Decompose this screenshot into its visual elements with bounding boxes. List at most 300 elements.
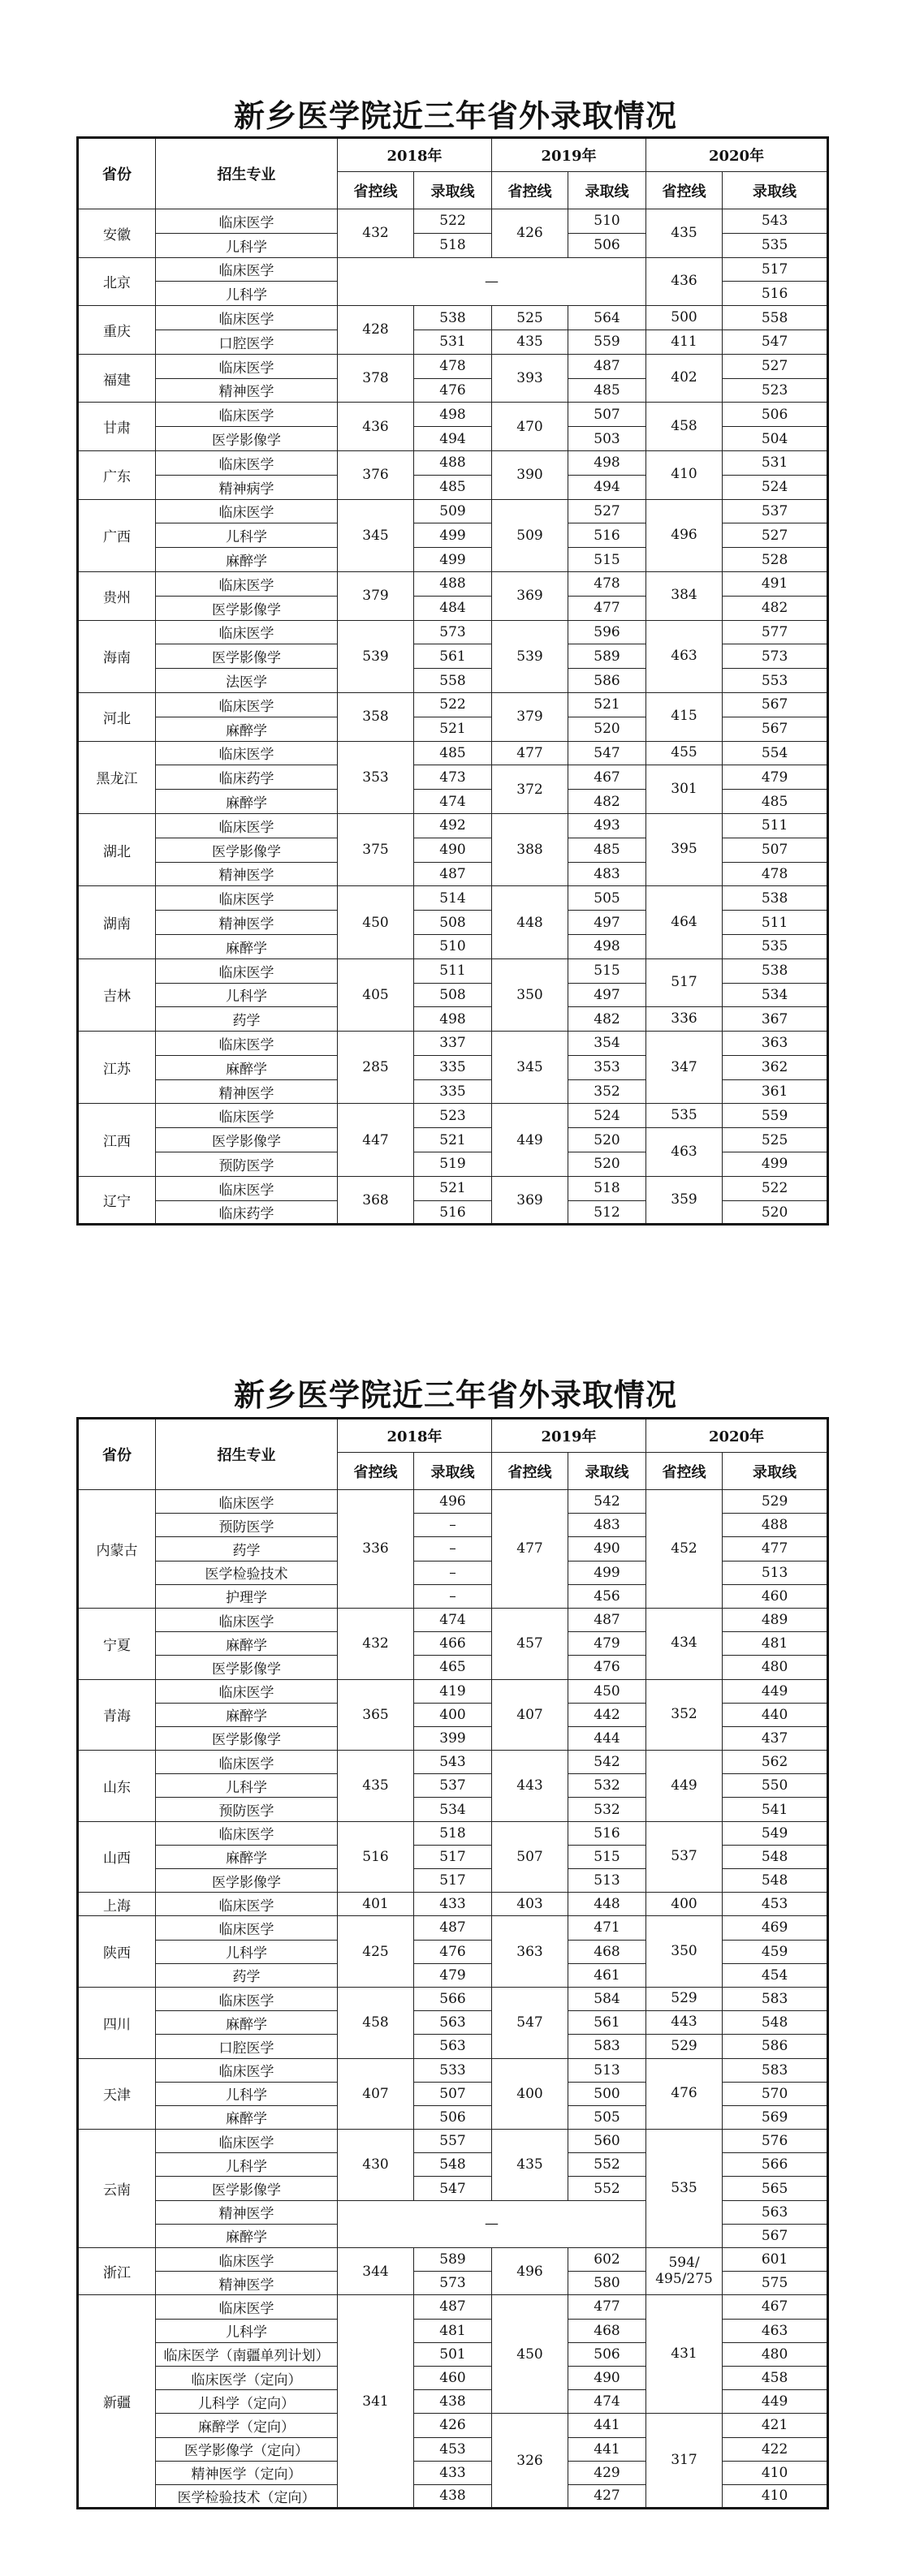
major-cell: 精神医学 [156,1079,338,1104]
admit-line-2018: 433 [414,2461,492,2484]
admit-line-2020: 543 [723,209,828,234]
control-line-2019: 363 [492,1916,568,1988]
admit-line-2020: 440 [723,1703,828,1726]
admit-line-2019: 515 [568,958,646,983]
header-control-line: 省控线 [492,1453,568,1490]
admit-line-2018: 419 [414,1679,492,1703]
admit-line-2019: 499 [568,1561,646,1584]
no-data-cell: — [338,257,646,306]
control-line-2020: 359 [646,1176,723,1225]
control-line-2020: 529 [646,1987,723,2010]
admit-line-2019: 505 [568,886,646,911]
major-cell: 儿科学 [156,233,338,257]
admit-line-2018: 506 [414,2105,492,2129]
province-cell: 青海 [78,1679,156,1751]
admit-line-2020: 488 [723,1514,828,1537]
admit-line-2019: 507 [568,403,646,427]
admit-line-2019: 468 [568,1940,646,1963]
admit-line-2018: 453 [414,2437,492,2461]
major-cell: 临床医学 [156,813,338,838]
admit-line-2020: 538 [723,886,828,911]
admit-line-2018: 508 [414,983,492,1007]
province-cell: 甘肃 [78,403,156,451]
admit-line-2020: 458 [723,2366,828,2389]
province-cell: 新疆 [78,2295,156,2509]
major-cell: 临床医学 [156,354,338,378]
admit-line-2018: 488 [414,450,492,475]
province-cell: 海南 [78,620,156,692]
control-line-2018: 365 [338,1679,414,1751]
major-cell: 临床药学 [156,765,338,790]
major-cell: 药学 [156,1007,338,1032]
table-row [78,257,828,282]
control-line-2018: 378 [338,354,414,403]
admit-line-2019: 516 [568,523,646,548]
major-cell: 临床药学 [156,1200,338,1225]
table-row [78,765,828,790]
major-cell: 临床医学 [156,1104,338,1128]
header-major: 招生专业 [156,1419,338,1490]
major-cell: 麻醉学 [156,1632,338,1656]
province-cell: 福建 [78,354,156,403]
admit-line-2019: 583 [568,2035,646,2058]
admit-line-2020: 601 [723,2248,828,2272]
control-line-2020: 537 [646,1821,723,1893]
major-cell: 麻醉学（定向） [156,2414,338,2437]
admit-line-2019: 467 [568,765,646,790]
major-cell: 麻醉学 [156,1703,338,1726]
admit-line-2019: 521 [568,692,646,717]
admit-line-2018: 533 [414,2058,492,2082]
admit-line-2020: 535 [723,233,828,257]
admit-line-2020: 567 [723,2224,828,2247]
admit-line-2019: 487 [568,354,646,378]
control-line-2018: 539 [338,620,414,692]
major-cell: 临床医学 [156,257,338,282]
admit-line-2018: 465 [414,1656,492,1679]
admit-line-2019: 532 [568,1774,646,1798]
major-cell: 医学影像学 [156,1726,338,1750]
control-line-2020: 463 [646,620,723,692]
admit-line-2020: 477 [723,1537,828,1561]
admit-line-2019: 497 [568,911,646,935]
major-cell: 医学影像学 [156,1656,338,1679]
admit-line-2019: 510 [568,209,646,234]
control-line-2018: 458 [338,1987,414,2058]
table-row [78,2130,828,2153]
province-cell: 宁夏 [78,1608,156,1679]
admit-line-2018: 337 [414,1032,492,1056]
admit-line-2018: 400 [414,1703,492,1726]
control-line-2019: 372 [492,765,568,814]
admit-line-2019: 561 [568,2011,646,2035]
control-line-2020: 463 [646,1128,723,1177]
admit-line-2019: 490 [568,1537,646,1561]
admit-line-2018: 438 [414,2484,492,2508]
admit-line-2019: 503 [568,427,646,451]
table-row [78,2414,828,2437]
header-admit-line: 录取线 [414,1453,492,1490]
admit-line-2018: 399 [414,1726,492,1750]
admit-line-2020: 480 [723,2342,828,2366]
admit-line-2019: 527 [568,499,646,523]
table-row [78,958,828,983]
table-row [78,1893,828,1916]
control-line-2020: 411 [646,330,723,354]
admit-line-2018: 509 [414,499,492,523]
admit-line-2018: 474 [414,1608,492,1631]
major-cell: 麻醉学 [156,790,338,814]
province-cell: 湖北 [78,813,156,885]
admit-line-2019: 532 [568,1798,646,1821]
control-line-2019: 496 [492,2248,568,2295]
header-control-line: 省控线 [338,1453,414,1490]
table-row [78,403,828,427]
admit-line-2019: 520 [568,1128,646,1152]
control-line-2020: 336 [646,1007,723,1032]
major-cell: 药学 [156,1963,338,1987]
admit-line-2020: 479 [723,765,828,790]
province-cell: 安徽 [78,209,156,258]
control-line-2018: 401 [338,1893,414,1916]
admit-line-2020: 517 [723,257,828,282]
major-cell: 临床医学 [156,1987,338,2010]
admit-line-2018: 563 [414,2011,492,2035]
major-cell: 临床医学（定向） [156,2366,338,2389]
major-cell: 精神医学 [156,2200,338,2224]
admit-line-2019: 471 [568,1916,646,1940]
admit-line-2020: 566 [723,2153,828,2177]
admit-line-2018: 558 [414,669,492,693]
admit-line-2018: 573 [414,620,492,644]
admit-line-2018: 557 [414,2130,492,2153]
major-cell: 临床医学 [156,1893,338,1916]
admit-line-2020: 499 [723,1152,828,1177]
control-line-2020: 436 [646,257,723,306]
admit-line-2019: 441 [568,2414,646,2437]
admit-line-2019: 542 [568,1751,646,1774]
admit-line-2020: 529 [723,1490,828,1514]
major-cell: 精神医学 [156,378,338,403]
admit-line-2019: 518 [568,1176,646,1200]
admit-line-2019: 456 [568,1584,646,1608]
major-cell: 儿科学 [156,2153,338,2177]
control-line-2020: 431 [646,2295,723,2414]
admit-line-2020: 504 [723,427,828,451]
admit-line-2020: 480 [723,1656,828,1679]
admit-line-2019: 442 [568,1703,646,1726]
table-row [78,354,828,378]
admit-line-2018: 487 [414,862,492,886]
control-line-2019: 435 [492,2130,568,2201]
major-cell: 儿科学 [156,282,338,306]
province-cell: 四川 [78,1987,156,2058]
major-cell: 临床医学 [156,1821,338,1845]
admit-line-2020: 491 [723,571,828,596]
control-line-2019: 350 [492,958,568,1031]
major-cell: 预防医学 [156,1798,338,1821]
admit-line-2018: 511 [414,958,492,983]
admit-line-2018: 433 [414,1893,492,1916]
admit-line-2019: 478 [568,571,646,596]
admit-line-2020: 469 [723,1916,828,1940]
admit-line-2019: 450 [568,1679,646,1703]
admit-line-2019: 353 [568,1055,646,1079]
control-line-2018: 368 [338,1176,414,1225]
table-row [78,1176,828,1200]
admit-line-2020: 481 [723,1632,828,1656]
admit-line-2018: 516 [414,1200,492,1225]
admit-line-2018: 498 [414,403,492,427]
admit-line-2019: 483 [568,862,646,886]
admit-line-2020: 467 [723,2295,828,2319]
control-line-2018: 379 [338,571,414,620]
control-line-2020: 435 [646,209,723,258]
admit-line-2018: 521 [414,1128,492,1152]
control-line-2019: 450 [492,2295,568,2414]
admit-line-2018: 519 [414,1152,492,1177]
header-province: 省份 [78,1419,156,1490]
control-line-2019: 509 [492,499,568,571]
admit-line-2018: 426 [414,2414,492,2437]
admit-line-2019: 564 [568,306,646,330]
table-row [78,1007,828,1032]
admit-line-2018: 460 [414,2366,492,2389]
province-cell: 河北 [78,692,156,741]
major-cell: 精神医学（定向） [156,2461,338,2484]
admit-line-2018: 521 [414,717,492,741]
control-line-2019: 379 [492,692,568,741]
admit-line-2019: 461 [568,1963,646,1987]
admit-line-2020: 534 [723,983,828,1007]
admit-line-2018: – [414,1537,492,1561]
admit-line-2018: – [414,1561,492,1584]
admit-line-2019: 520 [568,717,646,741]
header-year-2018: 2018年 [338,1419,492,1453]
admit-line-2020: 563 [723,2200,828,2224]
admit-line-2019: 490 [568,2366,646,2389]
admission-table-2 [76,1417,827,2509]
table-row [78,886,828,911]
major-cell: 医学影像学 [156,1869,338,1893]
admit-line-2020: 537 [723,499,828,523]
admit-line-2019: 477 [568,596,646,620]
major-cell: 精神医学 [156,862,338,886]
admit-line-2019: 487 [568,1608,646,1631]
header-year-2018: 2018年 [338,138,492,172]
table-row [78,741,828,765]
admit-line-2019: 498 [568,934,646,958]
admit-line-2020: 410 [723,2484,828,2508]
table-row [78,2248,828,2272]
province-cell: 湖南 [78,886,156,958]
major-cell: 麻醉学 [156,1845,338,1868]
control-line-2019: 477 [492,741,568,765]
admit-line-2018: 492 [414,813,492,838]
header-year-2020: 2020年 [646,138,828,172]
table-row [78,2035,828,2058]
admit-line-2018: 563 [414,2035,492,2058]
admit-line-2018: 485 [414,475,492,499]
control-line-2020: 535 [646,2130,723,2248]
admit-line-2019: 516 [568,1821,646,1845]
control-line-2019: 369 [492,1176,568,1225]
table-row [78,306,828,330]
admit-line-2019: 479 [568,1632,646,1656]
province-cell: 北京 [78,257,156,306]
major-cell: 麻醉学 [156,2011,338,2035]
admit-line-2020: 527 [723,523,828,548]
control-line-2020: 449 [646,1751,723,1822]
control-line-2018: 428 [338,306,414,355]
admit-line-2018: 543 [414,1751,492,1774]
admit-line-2019: 515 [568,1845,646,1868]
admit-line-2018: 514 [414,886,492,911]
admit-line-2020: 583 [723,2058,828,2082]
table-row [78,499,828,523]
control-line-2018: 425 [338,1916,414,1988]
control-line-2019: 426 [492,209,568,258]
major-cell: 预防医学 [156,1152,338,1177]
admit-line-2019: 602 [568,2248,646,2272]
admit-line-2019: 552 [568,2177,646,2200]
major-cell: 儿科学 [156,1774,338,1798]
admit-line-2020: 516 [723,282,828,306]
admit-line-2018: 476 [414,378,492,403]
major-cell: 医学影像学 [156,838,338,862]
admit-line-2020: 538 [723,958,828,983]
province-cell: 浙江 [78,2248,156,2295]
control-line-2019: 407 [492,1679,568,1751]
admit-line-2019: 584 [568,1987,646,2010]
admit-line-2019: 520 [568,1152,646,1177]
province-cell: 辽宁 [78,1176,156,1225]
control-line-2018: 285 [338,1032,414,1104]
control-line-2018: 376 [338,450,414,499]
control-line-2020: 400 [646,1893,723,1916]
control-line-2020: 476 [646,2058,723,2130]
header-control-line: 省控线 [646,172,723,209]
control-line-2019: 539 [492,620,568,692]
header-control-line: 省控线 [492,172,568,209]
control-line-2019: 547 [492,1987,568,2058]
admit-line-2019: 560 [568,2130,646,2153]
control-line-2020: 434 [646,1608,723,1679]
major-cell: 临床医学 [156,886,338,911]
admit-line-2019: 483 [568,1514,646,1537]
admit-line-2018: 523 [414,1104,492,1128]
table-row [78,450,828,475]
control-line-2020: 410 [646,450,723,499]
header-major: 招生专业 [156,138,338,209]
admit-line-2020: 527 [723,354,828,378]
admit-line-2019: 552 [568,2153,646,2177]
control-line-2020: 350 [646,1916,723,1988]
admit-line-2018: 547 [414,2177,492,2200]
admit-line-2020: 573 [723,644,828,669]
control-line-2020: 352 [646,1679,723,1751]
admit-line-2019: 474 [568,2390,646,2414]
admit-line-2020: 449 [723,1679,828,1703]
admit-line-2018: 507 [414,2082,492,2105]
admit-line-2018: 479 [414,1963,492,1987]
control-line-2020: 347 [646,1032,723,1104]
admit-line-2020: 454 [723,1963,828,1987]
admit-line-2020: 453 [723,1893,828,1916]
admit-line-2018: 566 [414,1987,492,2010]
admit-line-2019: 441 [568,2437,646,2461]
admit-line-2020: 520 [723,1200,828,1225]
header-admit-line: 录取线 [723,172,828,209]
major-cell: 麻醉学 [156,548,338,572]
admit-line-2020: 541 [723,1798,828,1821]
major-cell: 临床医学 [156,1032,338,1056]
major-cell: 法医学 [156,669,338,693]
admit-line-2018: 498 [414,1007,492,1032]
admit-line-2018: 487 [414,2295,492,2319]
control-line-2018: 432 [338,209,414,258]
admit-line-2018: 521 [414,1176,492,1200]
table-row [78,692,828,717]
admit-line-2020: 562 [723,1751,828,1774]
major-cell: 临床医学 [156,571,338,596]
major-cell: 临床医学 [156,958,338,983]
admit-line-2020: 362 [723,1055,828,1079]
table-row [78,209,828,234]
major-cell: 医学影像学 [156,427,338,451]
admit-line-2020: 485 [723,790,828,814]
admit-line-2018: – [414,1514,492,1537]
major-cell: 麻醉学 [156,1055,338,1079]
control-line-2018: 405 [338,958,414,1031]
admit-line-2020: 567 [723,717,828,741]
admit-line-2018: 537 [414,1774,492,1798]
admit-line-2020: 559 [723,1104,828,1128]
table-title-1: 新乡医学院近三年省外录取情况 [233,97,677,134]
major-cell: 临床医学 [156,1751,338,1774]
admit-line-2020: 361 [723,1079,828,1104]
control-line-2018: 358 [338,692,414,741]
header-control-line: 省控线 [338,172,414,209]
admit-line-2020: 531 [723,450,828,475]
admit-line-2018: 518 [414,1821,492,1845]
control-line-2019: 345 [492,1032,568,1104]
admit-line-2019: 477 [568,2295,646,2319]
control-line-2020: 517 [646,958,723,1007]
admit-line-2018: 538 [414,306,492,330]
admit-line-2018: 466 [414,1632,492,1656]
table-row [78,1751,828,1774]
major-cell: 儿科学 [156,2319,338,2342]
province-cell: 广西 [78,499,156,571]
admit-line-2020: 548 [723,2011,828,2035]
major-cell: 精神医学 [156,2272,338,2295]
table-row [78,1128,828,1152]
admit-line-2019: 500 [568,2082,646,2105]
admit-line-2020: 548 [723,1869,828,1893]
admit-line-2019: 482 [568,790,646,814]
major-cell: 儿科学 [156,2082,338,2105]
major-cell: 临床医学 [156,306,338,330]
province-cell: 山西 [78,1821,156,1893]
admit-line-2018: 501 [414,2342,492,2366]
control-line-2019: 449 [492,1104,568,1176]
admit-line-2019: 429 [568,2461,646,2484]
major-cell: 医学检验技术（定向） [156,2484,338,2508]
admit-line-2019: 515 [568,548,646,572]
admit-line-2020: 463 [723,2319,828,2342]
admit-line-2018: 481 [414,2319,492,2342]
